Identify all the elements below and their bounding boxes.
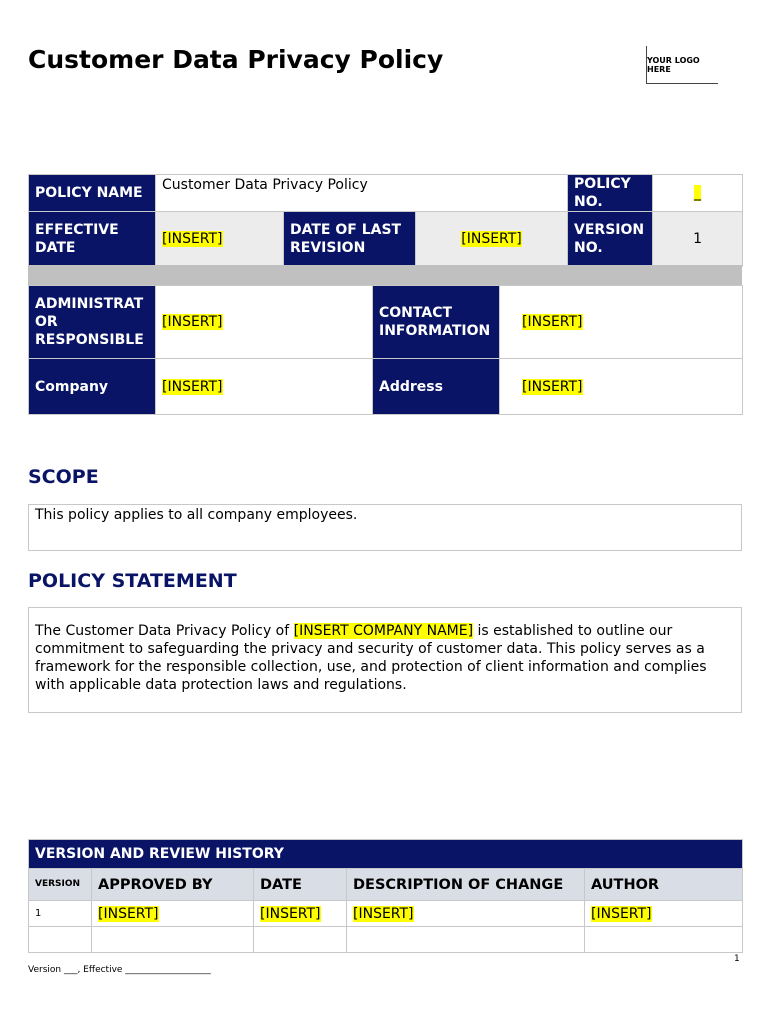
policy-name-label: POLICY NAME bbox=[29, 175, 156, 212]
policy-statement-text-before: The Customer Data Privacy Policy of bbox=[35, 623, 294, 639]
effective-date-label: EFFECTIVE DATE bbox=[29, 212, 156, 267]
history-cell-empty[interactable] bbox=[92, 927, 254, 953]
logo-placeholder: YOUR LOGO HERE bbox=[646, 46, 718, 84]
history-col-author: AUTHOR bbox=[585, 869, 743, 901]
company-name-placeholder[interactable]: [INSERT COMPANY NAME] bbox=[293, 623, 474, 639]
table-row bbox=[29, 901, 743, 927]
history-cell bbox=[347, 901, 585, 927]
history-cell-empty[interactable] bbox=[585, 927, 743, 953]
effective-date-cell bbox=[156, 212, 284, 267]
scope-box[interactable]: This policy applies to all company employees. bbox=[28, 504, 742, 551]
policy-no-value[interactable]: _ bbox=[694, 185, 702, 201]
company-label: Company bbox=[29, 359, 156, 415]
history-cell bbox=[92, 901, 254, 927]
history-cell bbox=[585, 901, 743, 927]
version-no-value[interactable]: 1 bbox=[653, 212, 743, 267]
contact-label: CONTACT INFORMATION bbox=[373, 286, 500, 359]
document-title: Customer Data Privacy Policy bbox=[28, 45, 444, 74]
footer-text: Version ___, Effective ___________________ bbox=[28, 965, 211, 975]
admin-value[interactable]: [INSERT] bbox=[162, 314, 223, 330]
version-no-label: VERSION NO. bbox=[568, 212, 653, 267]
policy-no-label: POLICY NO. bbox=[568, 175, 653, 212]
history-col-version: VERSION bbox=[29, 869, 92, 901]
history-cell bbox=[254, 901, 347, 927]
contact-cell bbox=[500, 286, 743, 359]
last-revision-value[interactable]: [INSERT] bbox=[461, 231, 522, 247]
history-col-approved-by: APPROVED BY bbox=[92, 869, 254, 901]
version-history-table bbox=[28, 839, 743, 953]
history-cell-description[interactable]: [INSERT] bbox=[353, 905, 414, 922]
address-cell bbox=[500, 359, 743, 415]
separator-bar bbox=[28, 265, 742, 285]
contact-value[interactable]: [INSERT] bbox=[522, 314, 583, 330]
history-cell-author[interactable]: [INSERT] bbox=[591, 905, 652, 922]
policy-statement-text-after: is established to outline our commitment to safeguarding the privacy and security of customer data. This policy serves as a framework for the responsible collection, use, and protection of client information and complies with applicable data protection laws and regulations. bbox=[35, 623, 707, 693]
table-row bbox=[29, 927, 743, 953]
address-value[interactable]: [INSERT] bbox=[522, 378, 583, 395]
policy-name-value[interactable]: Customer Data Privacy Policy bbox=[156, 175, 568, 212]
policy-statement-heading: POLICY STATEMENT bbox=[28, 570, 237, 592]
history-cell-version[interactable]: 1 bbox=[29, 901, 92, 927]
history-title: VERSION AND REVIEW HISTORY bbox=[29, 840, 743, 869]
history-col-date: DATE bbox=[254, 869, 347, 901]
page-number: 1 bbox=[734, 954, 740, 964]
address-label: Address bbox=[373, 359, 500, 415]
effective-date-value[interactable]: [INSERT] bbox=[162, 231, 223, 247]
policy-no-cell bbox=[653, 175, 743, 212]
history-cell-empty[interactable] bbox=[347, 927, 585, 953]
history-col-description: DESCRIPTION OF CHANGE bbox=[347, 869, 585, 901]
history-cell-approved-by[interactable]: [INSERT] bbox=[98, 905, 159, 922]
history-cell-date[interactable]: [INSERT] bbox=[260, 905, 321, 922]
last-revision-label: DATE OF LAST REVISION bbox=[284, 212, 416, 267]
company-value[interactable]: [INSERT] bbox=[162, 378, 223, 395]
company-cell bbox=[156, 359, 373, 415]
admin-cell bbox=[156, 286, 373, 359]
contact-table bbox=[28, 285, 743, 415]
policy-info-table bbox=[28, 174, 743, 267]
scope-heading: SCOPE bbox=[28, 466, 99, 488]
policy-statement-box[interactable] bbox=[28, 607, 742, 713]
admin-label: ADMINISTRATOR RESPONSIBLE bbox=[29, 286, 156, 359]
history-cell-empty[interactable] bbox=[29, 927, 92, 953]
last-revision-cell bbox=[416, 212, 568, 267]
history-cell-empty[interactable] bbox=[254, 927, 347, 953]
